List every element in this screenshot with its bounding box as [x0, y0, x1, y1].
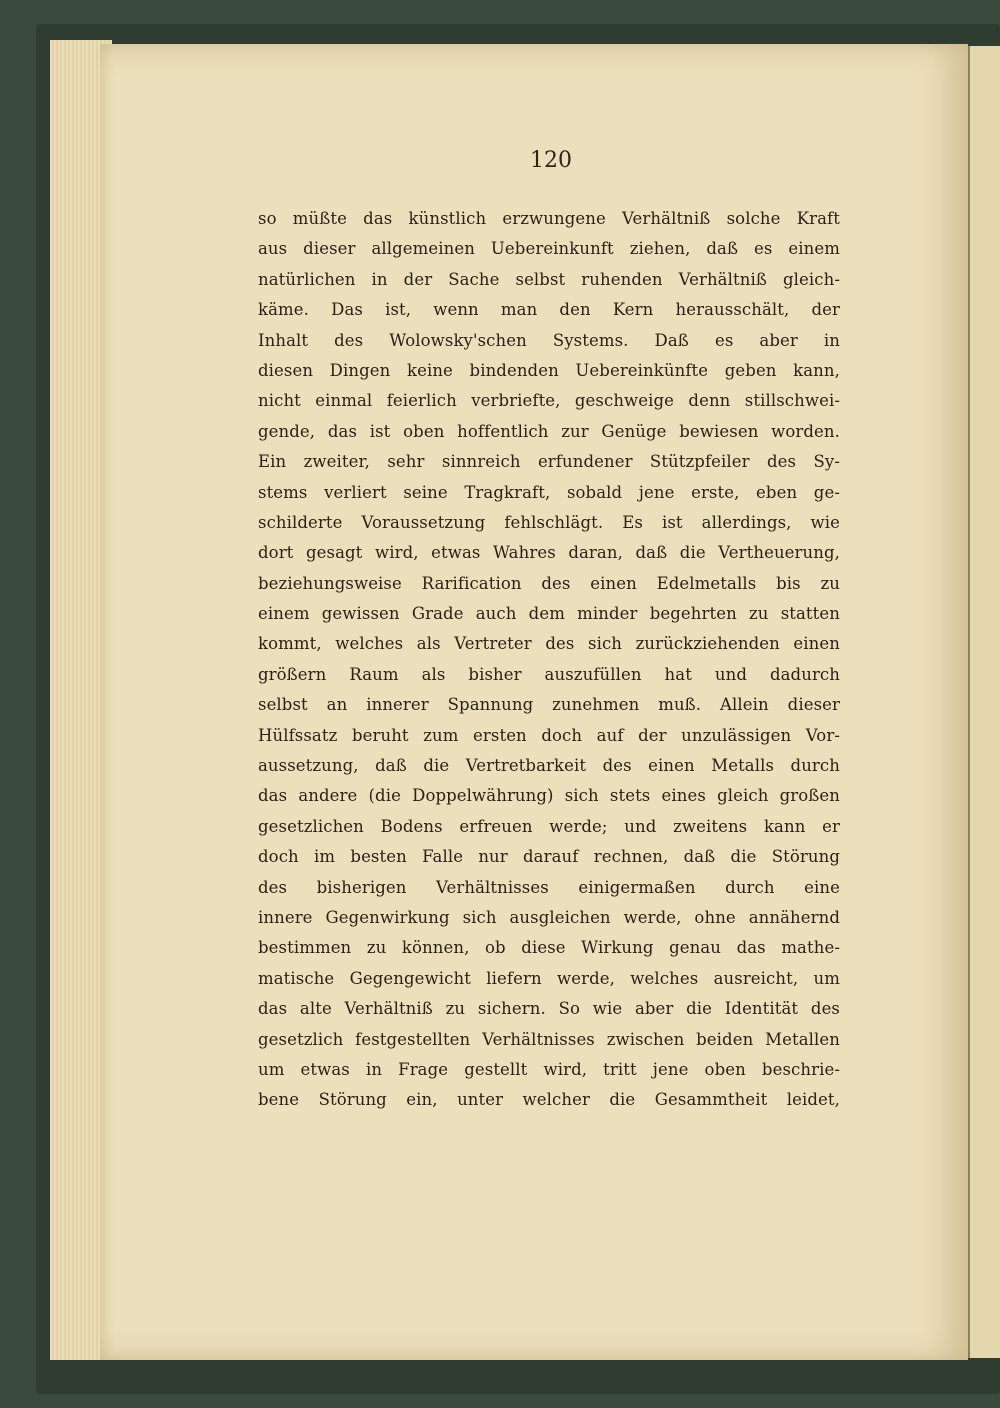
facing-page-edge: [968, 46, 1000, 1358]
text-line: selbst an innerer Spannung zunehmen muß. Allein dieser: [258, 695, 840, 715]
text-line: des bisherigen Verhältnisses einigermaßen durch eine: [258, 877, 840, 897]
text-line: so müßte das künstlich erzwungene Verhältniß solche Kraft: [258, 209, 840, 228]
page-number: 120: [530, 148, 572, 173]
text-line: doch im besten Falle nur darauf rechnen, daß die Störung: [258, 847, 840, 867]
text-line: gesetzlich festgestellten Verhältnisses zwischen beiden Metallen: [258, 1029, 840, 1049]
text-line: Hülfssatz beruht zum ersten doch auf der unzulässigen Vor-: [258, 725, 840, 745]
text-line: Inhalt des Wolowsky'schen Systems. Daß es aber in: [258, 330, 840, 350]
body-text: [258, 204, 840, 1116]
text-line: bene Störung ein, unter welcher die Gesammtheit leidet,: [258, 1090, 840, 1110]
text-line: käme. Das ist, wenn man den Kern herausschält, der: [258, 300, 840, 320]
text-line: bestimmen zu können, ob diese Wirkung genau das mathe-: [258, 938, 840, 958]
text-line: kommt, welches als Vertreter des sich zurückziehenden einen: [258, 634, 840, 654]
text-line: schilderte Voraussetzung fehlschlägt. Es ist allerdings, wie: [258, 512, 840, 532]
text-line: das andere (die Doppelwährung) sich stets eines gleich großen: [258, 786, 840, 806]
text-line: um etwas in Frage gestellt wird, tritt jene oben beschrie-: [258, 1059, 840, 1079]
text-line: diesen Dingen keine bindenden Uebereinkünfte geben kann,: [258, 360, 840, 380]
text-line: aus dieser allgemeinen Uebereinkunft ziehen, daß es einem: [258, 239, 840, 259]
text-line: dort gesagt wird, etwas Wahres daran, daß die Vertheuerung,: [258, 543, 840, 563]
text-line: nicht einmal feierlich verbriefte, geschweige denn stillschwei-: [258, 391, 840, 411]
text-line: gende, das ist oben hoffentlich zur Genüge bewiesen worden.: [258, 421, 840, 441]
text-line: matische Gegengewicht liefern werde, welches ausreicht, um: [258, 968, 840, 988]
text-line: größern Raum als bisher auszufüllen hat und dadurch: [258, 664, 840, 684]
text-line: beziehungsweise Rarification des einen Edelmetalls bis zu: [258, 573, 840, 593]
text-line: das alte Verhältniß zu sichern. So wie aber die Identität des: [258, 999, 840, 1019]
text-line: natürlichen in der Sache selbst ruhenden Verhältniß gleich-: [258, 269, 840, 289]
text-line: Ein zweiter, sehr sinnreich erfundener Stützpfeiler des Sy-: [258, 452, 840, 472]
text-line: innere Gegenwirkung sich ausgleichen werde, ohne annähernd: [258, 907, 840, 927]
text-line: einem gewissen Grade auch dem minder begehrten zu statten: [258, 604, 840, 624]
text-line: gesetzlichen Bodens erfreuen werde; und zweitens kann er: [258, 816, 840, 836]
text-line: aussetzung, daß die Vertretbarkeit des einen Metalls durch: [258, 756, 840, 776]
text-line: stems verliert seine Tragkraft, sobald jene erste, eben ge-: [258, 482, 840, 502]
